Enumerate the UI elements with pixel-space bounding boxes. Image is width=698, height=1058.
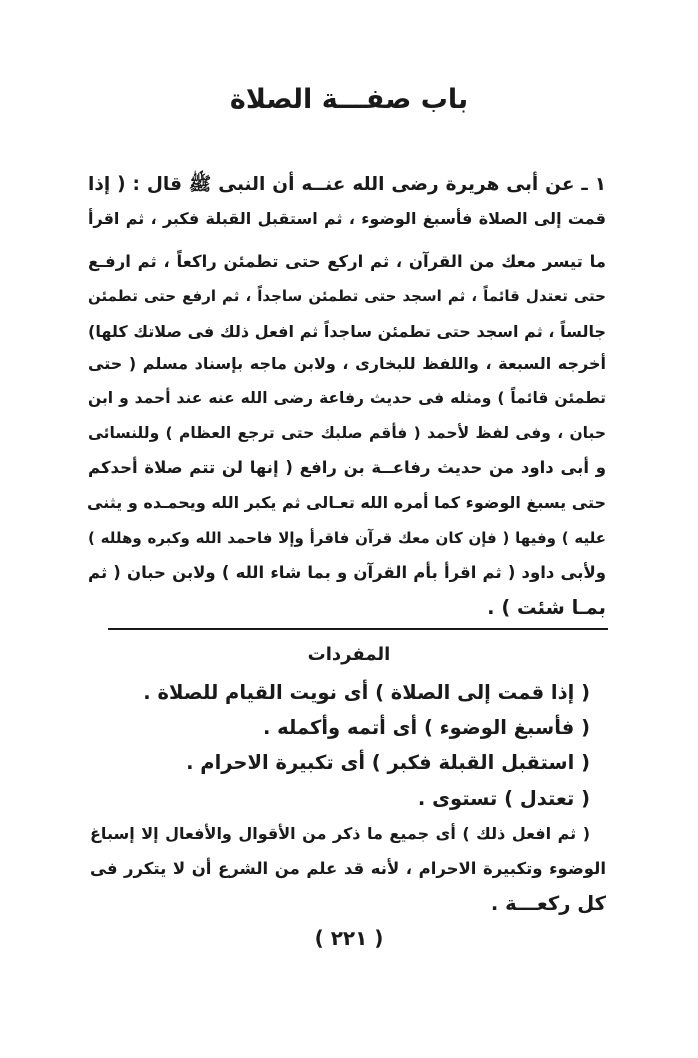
hadith-line: بمـا شئت ) . [487,596,606,619]
vocabulary-line: ( إذا قمت إلى الصلاة ) أى نويت القيام للصلاة . [143,681,590,704]
hadith-line: ١ ـ عن أبى هريرة رضى الله عنــه أن النبى ﷺ قال : ( إذا [88,174,606,195]
hadith-line: حتى يسبغ الوضوء كما أمره الله تعـالى ثم يكبر الله ويحمـده و يثنى [87,493,606,512]
vocabulary-line: ( تعتدل ) تستوى . [417,787,590,810]
hadith-line: قمت إلى الصلاة فأسبغ الوضوء ، ثم استقبل القبلة فكبر ، ثم اقرأ [88,209,606,228]
hadith-line: أخرجه السبعة ، واللفظ للبخارى ، ولابن ماجه بإسناد مسلم ( حتى [88,354,606,373]
hadith-line: تطمئن قائماً ) ومثله فى حديث رفاعة رضى الله عنه عند أحمد و ابن [88,389,606,407]
hadith-line: و أبى داود من حديث رفاعــة بن رافع ( إنها لن تتم صلاة أحدكم [88,458,606,477]
page-number: ( ٢٢١ ) [314,926,384,950]
vocabulary-line: ( ثم افعل ذلك ) أى جميع ما ذكر من الأقوال والأفعال إلا إسباغ [90,824,590,843]
hadith-line: عليه ) وفيها ( فإن كان معك قرآن فاقرأ وإلا فاحمد الله وكبره وهلله ) [88,529,606,547]
chapter-title: باب صفـــة الصلاة [229,84,469,115]
hadith-line: ولأبى داود ( ثم اقرأ بأم القرآن و بما شاء الله ) ولابن حبان ( ثم [88,563,606,582]
hadith-line: حبان ، وفى لفظ لأحمد ( فأقم صلبك حتى ترجع العظام ) وللنسائى [88,424,606,442]
hadith-line: جالساً ، ثم اسجد حتى تطمئن ساجداً ثم افعل ذلك فى صلاتك كلها) [88,322,606,341]
vocabulary-line: كل ركعـــة . [490,892,606,915]
vocabulary-line: ( فأسبغ الوضوء ) أى أتمه وأكمله . [262,716,590,739]
section-divider [108,628,608,630]
hadith-line: ما تيسر معك من القرآن ، ثم اركع حتى تطمئن راكعاً ، ثم ارفـع [88,252,606,271]
vocabulary-line: الوضوء وتكبيرة الاحرام ، لأنه قد علم من الشرع أن لا يتكرر فى [90,859,606,878]
hadith-line: حتى تعتدل قائماً ، ثم اسجد حتى تطمئن ساجداً ، ثم ارفع حتى تطمئن [88,287,606,305]
vocabulary-line: ( استقبل القبلة فكبر ) أى تكبيرة الاحرام . [186,751,590,774]
vocabulary-heading: المفردات [307,644,391,665]
